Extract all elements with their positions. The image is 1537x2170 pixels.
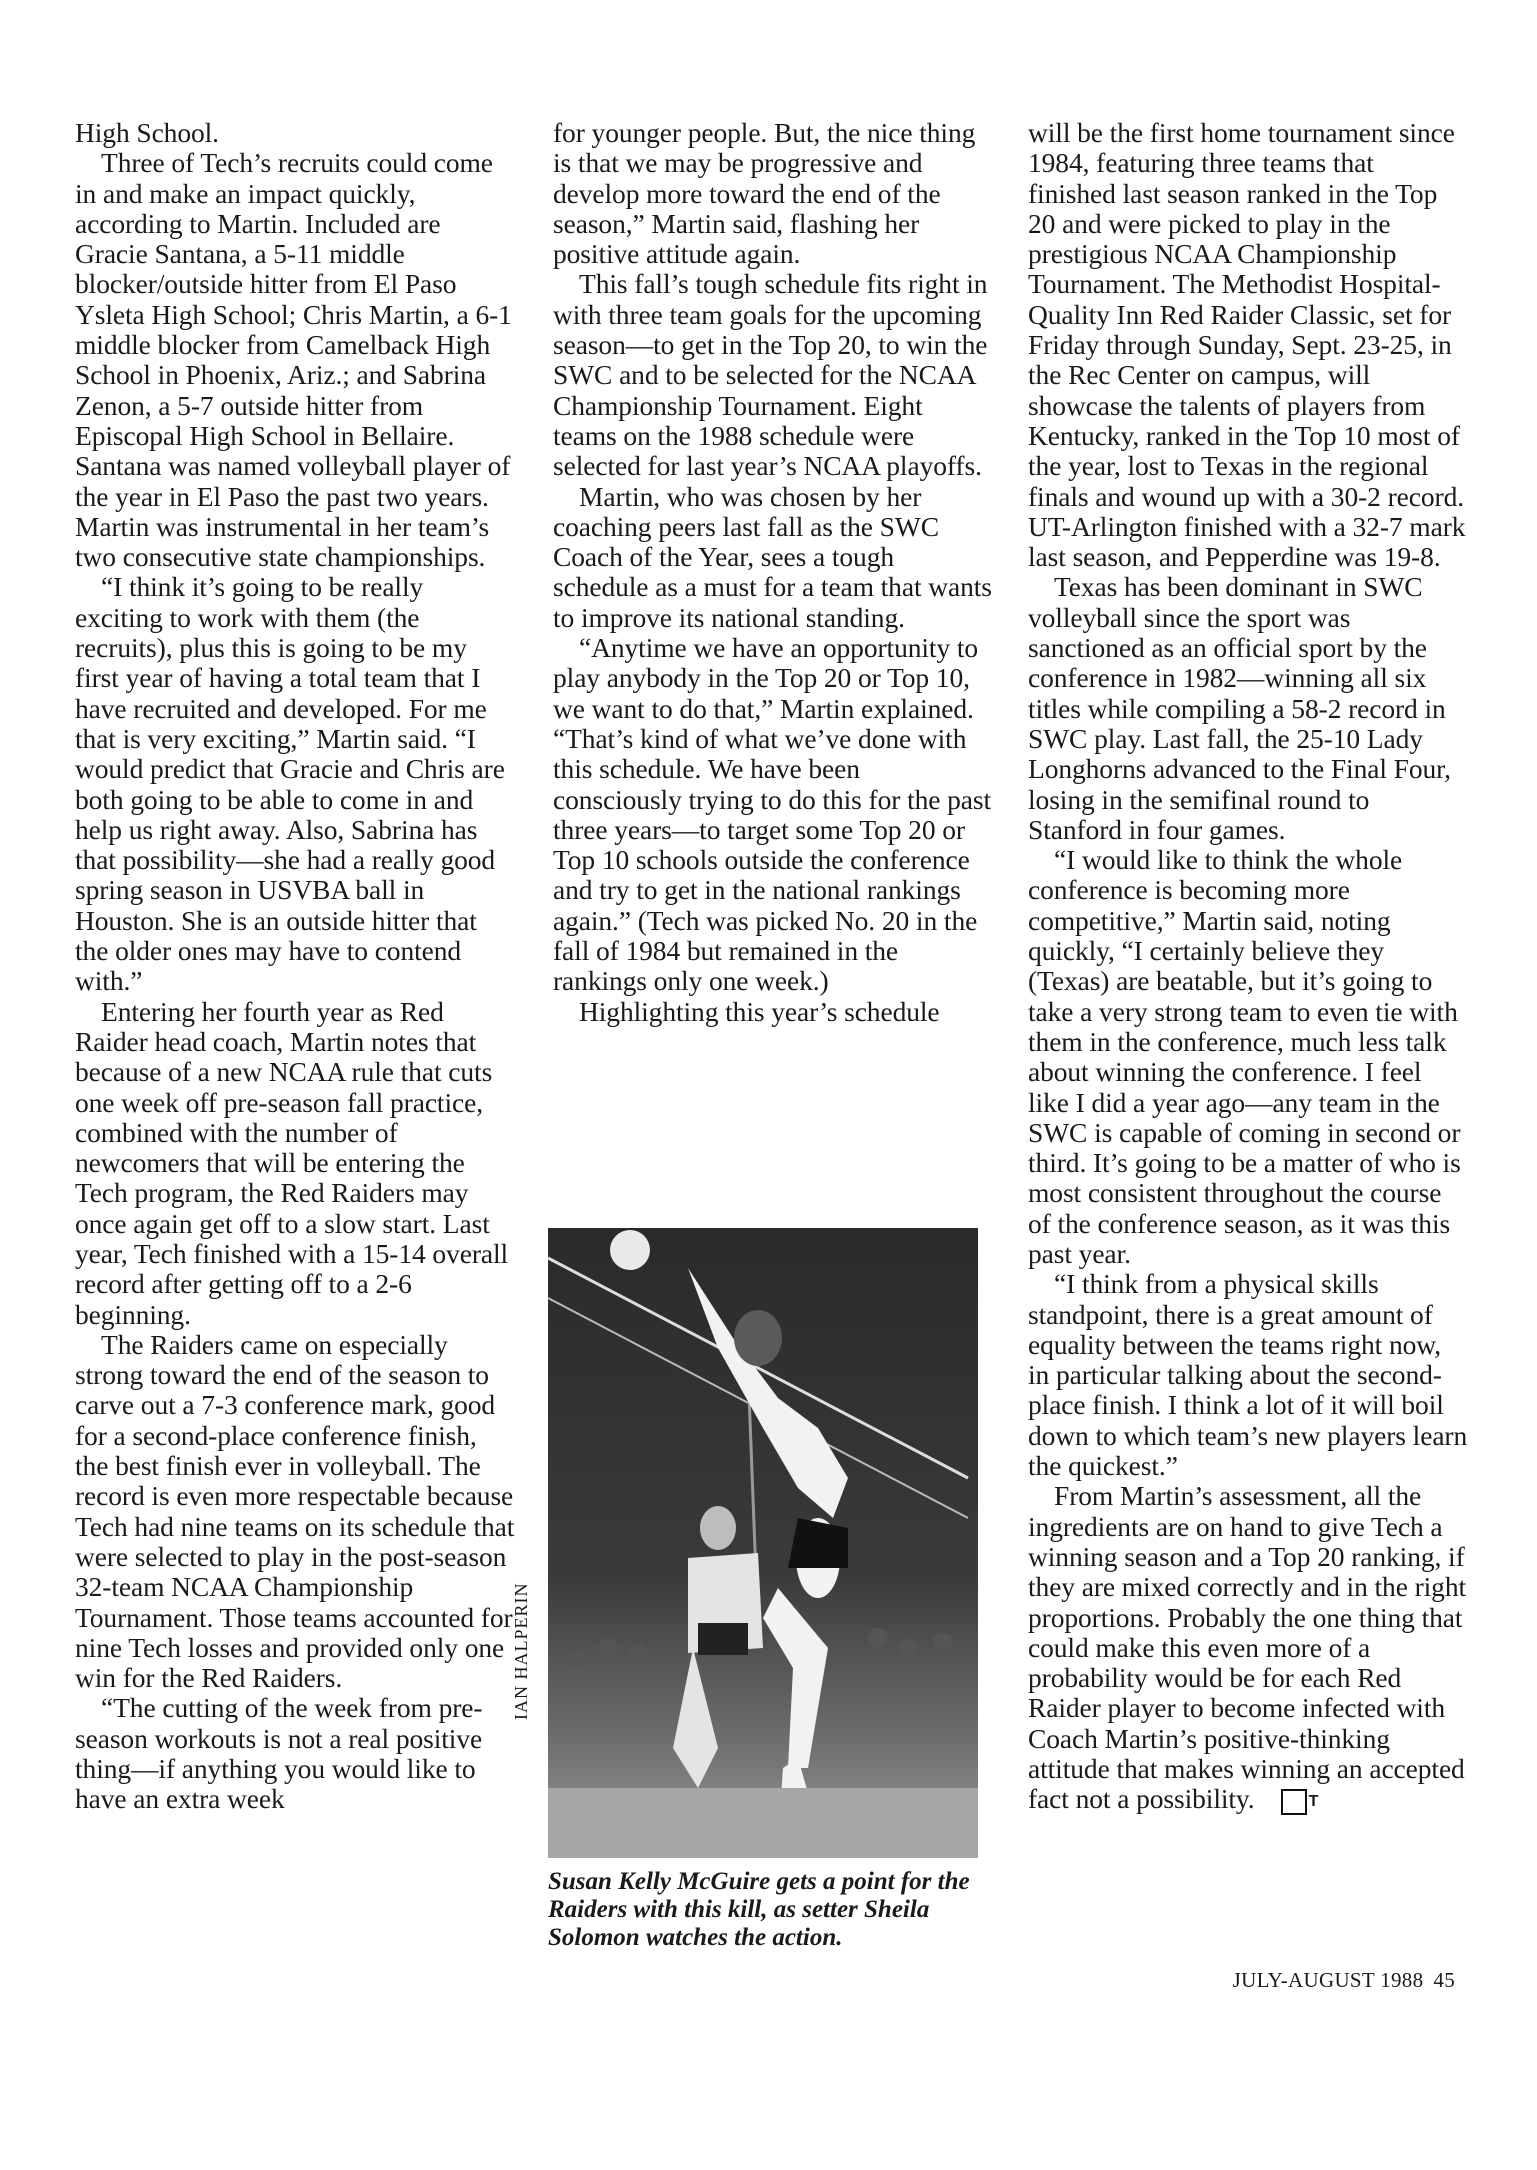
photo-image [548, 1228, 978, 1858]
paragraph: “I think it’s going to be really exciting to work with them (the recruits), plus this is going to be my first year of having a total team that I have recruited and developed. For me that is very exciting,” Martin said. “I would predict that Gracie and Chris are both going to be able to come in and help us right away. Also, Sabrina has that possibility—she had a really good spring season in USVBA ball in Houston. She is an outside hitter that the older ones may have to contend with.” [75, 571, 505, 997]
article-column-1 [75, 118, 515, 1815]
paragraph-text: From Martin’s assessment, all the ingredients are on hand to give Tech a winning season and a Top 20 ranking, if they are mixed correctly and in the right proportions. Probably the one thing that could make this even more of a probability would be for each Red Raider player to become infected with Coach Martin’s positive-thinking attitude that makes winning an accepted fact not a possibility. [1028, 1480, 1467, 1815]
paragraph: for younger people. But, the nice thing is that we may be progressive and develop more toward the end of the season,” Martin said, flashing her positive attitude again. [553, 117, 976, 270]
page-number: 45 [1433, 1968, 1455, 1992]
paragraph: “I think from a physical skills standpoint, there is a great amount of equality between the teams right now, in particular talking about the second-place finish. I think a lot of it will boil down to which team’s new players learn the quickest.” [1028, 1268, 1468, 1482]
end-mark-icon: T [1281, 1789, 1307, 1815]
paragraph: will be the first home tournament since 1984, featuring three teams that finished last season ranked in the Top 20 and were picked to play in the prestigious NCAA Championship Tournament. The Methodist Hospital-Quality Inn Red Raider Classic, set for Friday through Sunday, Sept. 23-25, in the Rec Center on campus, will showcase the talents of players from Kentucky, ranked in the Top 10 most of the year, lost to Texas in the regional finals and wound up with a 30-2 record. UT-Arlington finished with a 32-7 mark last season, and Pepperdine was 19-8. [1028, 117, 1466, 573]
paragraph: High School. [75, 117, 219, 148]
article-column-3 [1028, 118, 1468, 1815]
paragraph: Texas has been dominant in SWC volleyball since the sport was sanctioned as an official sport by the conference in 1982—winning all six titles while compiling a 58-2 record in SWC play. Last fall, the 25-10 Lady Longhorns advanced to the Final Four, losing in the semifinal round to Stanford in four games. [1028, 571, 1451, 845]
paragraph: The Raiders came on especially strong toward the end of the season to carve out a 7-3 conference mark, good for a second-place conference finish, the best finish ever in volleyball. The record is even more respectable because Tech had nine teams on its schedule that were selected to play in the post-season 32-team NCAA Championship Tournament. Those teams accounted for nine Tech losses and provided only one win for the Red Raiders. [75, 1328, 515, 1694]
page-footer [1233, 1968, 1455, 1993]
photo-caption: Susan Kelly McGuire gets a point for the Raiders with this kill, as setter Sheila Solomon watches the action. [548, 1868, 970, 1951]
article-column-2 [553, 118, 993, 1027]
paragraph: Martin, who was chosen by her coaching peers last fall as the SWC Coach of the Year, sees a tough schedule as a must for a team that wants to improve its national standing. [553, 480, 992, 633]
volleyball-photo [548, 1228, 978, 1858]
photo-credit: IAN HALPERIN [511, 1582, 531, 1720]
paragraph: “I would like to think the whole conference is becoming more competitive,” Martin said, noting quickly, “I certainly believe they (Texas) are beatable, but it’s going to take a very strong team to even tie with them in the conference, much less talk about winning the conference. I feel like I did a year ago—any team in the SWC is capable of coming in second or third. It’s going to be a matter of who is most consistent throughout the course of the conference season, as it was this past year. [1028, 844, 1461, 1269]
paragraph: “Anytime we have an opportunity to play anybody in the Top 20 or Top 10, we want to do that,” Martin explained. “That’s kind of what we’ve done with this schedule. We have been consciously trying to do this for the past three years—to target some Top 20 or Top 10 schools outside the conference and try to get in the national rankings again.” (Tech was picked No. 20 in the fall of 1984 but remained in the rankings only one week.) [553, 632, 992, 997]
paragraph: “The cutting of the week from pre-season workouts is not a real positive thing—if anything you would like to have an extra week [75, 1692, 483, 1815]
paragraph [1028, 1481, 1468, 1815]
paragraph: This fall’s tough schedule fits right in with three team goals for the upcoming season—to get in the Top 20, to win the SWC and to be selected for the NCAA Championship Tournament. Eight teams on the 1988 schedule were selected for last year’s NCAA playoffs. [553, 268, 988, 482]
paragraph: Entering her fourth year as Red Raider head coach, Martin notes that because of a new NCAA rule that cuts one week off pre-season fall practice, combined with the number of newcomers that will be entering the Tech program, the Red Raiders may once again get off to a slow start. Last year, Tech finished with a 15-14 overall record after getting off to a 2-6 beginning. [75, 995, 509, 1330]
paragraph: Three of Tech’s recruits could come in and make an impact quickly, according to Martin. Included are Gracie Santana, a 5-11 middle blocker/outside hitter from El Paso Ysleta High School; Chris Martin, a 6-1 middle blocker from Camelback High School in Phoenix, Ariz.; and Sabrina Zenon, a 5-7 outside hitter from Episcopal High School in Bellaire. Santana was named volleyball player of the year in El Paso the past two years. Martin was instrumental in her team’s two consecutive state championships. [75, 147, 512, 573]
paragraph: Highlighting this year’s schedule [579, 995, 940, 1027]
issue-date: JULY-AUGUST 1988 [1232, 1968, 1424, 1992]
